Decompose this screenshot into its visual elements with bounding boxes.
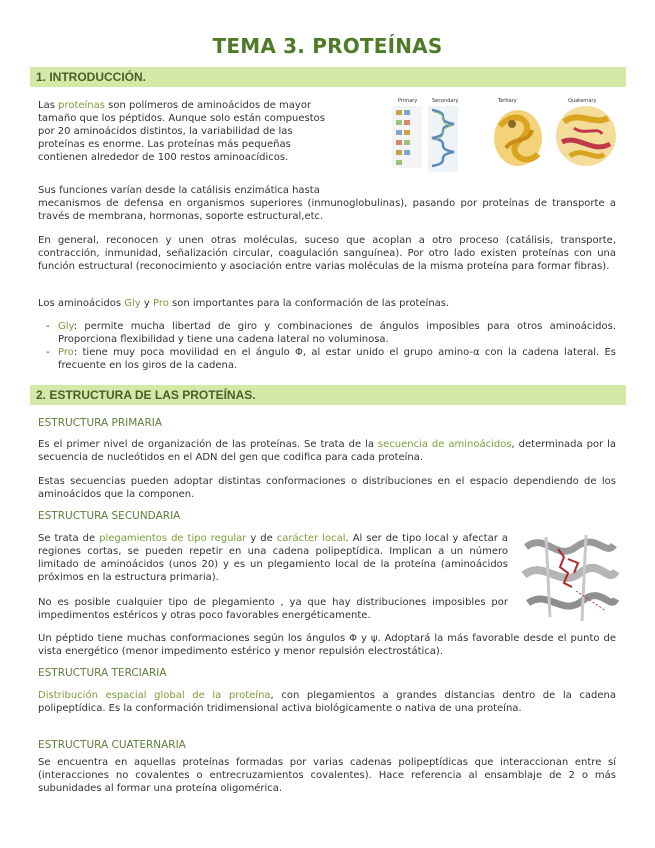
- section-heading-bar: [30, 67, 626, 87]
- figure-label-tertiary: Tertiary: [498, 98, 517, 104]
- binding-paragraph: En general, reconocen y unen otras moléculas, suceso que acoplan a otro proceso (catálisis, transporte, contracción, inmunidad, señalización circular, coagulación sanguínea). Por otro lado existen proteínas con una función estructural (reconocimiento y asociación entre varias moléculas de la misma proteína para formar fibras).: [38, 235, 616, 272]
- text-run: son importantes para la conformación de las proteínas.: [168, 298, 450, 309]
- terciaria-paragraph: [38, 689, 616, 715]
- text-run: y de: [246, 533, 277, 544]
- text-run: contienen alrededor de 100 restos aminoacídicos.: [38, 152, 289, 163]
- protein-structure-levels-figure: [388, 96, 624, 178]
- secondary-helix-graphic: [428, 106, 458, 172]
- section-heading-bar: [30, 385, 626, 405]
- section-heading-estructura: 2. ESTRUCTURA DE LAS PROTEÍNAS.: [36, 388, 256, 402]
- text-run: son polímeros de aminoácidos de mayor: [104, 100, 312, 111]
- primary-chain-graphic: [392, 106, 422, 168]
- bullet-dash: -: [46, 347, 50, 358]
- text-run: : tiene muy poca movilidad en el ángulo Φ, al estar unido el grupo amino-α con la cadena lateral. Es frecuente en los giros de la cadena.: [58, 347, 616, 371]
- subheading-terciaria: ESTRUCTURA TERCIARIA: [38, 667, 167, 679]
- quaternary-assembly-graphic: [556, 106, 616, 166]
- term-pro: Pro: [58, 347, 74, 358]
- text-run: Las: [38, 100, 59, 111]
- list-item-gly: [46, 320, 616, 346]
- term-plegamientos: plegamientos de tipo regular: [99, 533, 247, 544]
- text-run: tamaño que los péptidos. Aunque solo están compuestos: [38, 113, 325, 124]
- text-run: , con plegamientos a grandes distancias dentro de la cadena polipeptídica. Es la conformación tridimensional activa biológicamente o nativa de una proteína.: [38, 690, 616, 714]
- subheading-primaria: ESTRUCTURA PRIMARIA: [38, 417, 163, 429]
- secundaria-paragraph-2: No es posible cualquier tipo de plegamiento , ya que hay distribuciones imposibles por impedimentos estéricos y otras poco favorables energéticamente.: [38, 597, 508, 621]
- secondary-structure-figure: [516, 527, 620, 629]
- text-run: proteínas es enorme. Las proteínas más pequeñas: [38, 139, 291, 150]
- section-heading-introduccion: 1. INTRODUCCIÓN.: [36, 70, 147, 84]
- list-item-pro: [46, 346, 616, 372]
- bullet-dash: -: [46, 321, 50, 332]
- tertiary-fold-graphic: [494, 110, 542, 166]
- cuaternaria-paragraph: Se encuentra en aquellas proteínas formadas por varias cadenas polipeptídicas que interaccionan entre sí (interacciones no covalentes o entrecruzamientos covalentes). Hace referencia al ensamblaje de 2 o más subunidades al formar una proteína oligomérica.: [38, 757, 616, 794]
- term-proteinas: proteínas: [58, 100, 105, 111]
- text-run: , determinada por la secuencia de nucleótidos en el ADN del gen que codifica para cada proteína.: [38, 439, 616, 463]
- text-run: mecanismos de defensa en organismos superiores (inmunoglobulinas), pasando por proteínas de transporte a través de membrana, hormonas, soporte estructural,etc.: [38, 198, 616, 222]
- subheading-secundaria: ESTRUCTURA SECUNDARIA: [38, 510, 181, 522]
- text-run: Sus funciones varían desde la catálisis enzimática hasta: [38, 185, 320, 196]
- figure-label-secondary: Secondary: [432, 98, 459, 104]
- figure-label-primary: Primary: [398, 98, 418, 104]
- intro-paragraph: [38, 99, 368, 164]
- text-run: por 20 aminoácidos distintos, la variabilidad de las: [38, 126, 293, 137]
- text-run: . Al ser de tipo local y afectar a regiones cortas, se pueden repetir en una cadena polipeptídica. Implican a un número limitado de aminoácidos (unos 20) y es un plegamiento local de la proteína (aminoácidos próximos en la estructura primaria).: [38, 533, 508, 583]
- text-run: Se trata de: [38, 533, 100, 544]
- gly-pro-paragraph: [38, 297, 616, 310]
- term-gly: Gly: [124, 298, 141, 309]
- text-run: Los aminoácidos: [38, 298, 125, 309]
- figure-label-quaternary: Quaternary: [568, 98, 597, 104]
- page-title: TEMA 3. PROTEÍNAS: [212, 34, 443, 58]
- secundaria-paragraph-1: [38, 532, 508, 584]
- primaria-paragraph-1: [38, 438, 616, 464]
- functions-paragraph: [38, 184, 616, 223]
- text-run: Es el primer nivel de organización de las proteínas. Se trata de la: [38, 439, 378, 450]
- text-run: y: [140, 298, 153, 309]
- text-run: : permite mucha libertad de giro y combinaciones de ángulos imposibles para otros aminoácidos. Proporciona flexibilidad y tiene una cadena lateral no voluminosa.: [58, 321, 616, 345]
- primaria-paragraph-2: Estas secuencias pueden adoptar distintas conformaciones o distribuciones en el espacio dependiendo de los aminoácidos que la componen.: [38, 476, 616, 500]
- term-secuencia: secuencia de aminoácidos: [377, 439, 512, 450]
- term-caracter-local: carácter local: [276, 533, 346, 544]
- term-pro: Pro: [153, 298, 169, 309]
- secundaria-paragraph-3: Un péptido tiene muchas conformaciones según los ángulos Φ y ψ. Adoptará la más favorable desde el punto de vista energético (menor impedimento estérico y menor repulsión electrostática).: [38, 633, 616, 657]
- subheading-cuaternaria: ESTRUCTURA CUATERNARIA: [38, 739, 186, 751]
- term-distribucion: Distribución espacial global de la proteína: [38, 690, 271, 701]
- term-gly: Gly: [58, 321, 74, 332]
